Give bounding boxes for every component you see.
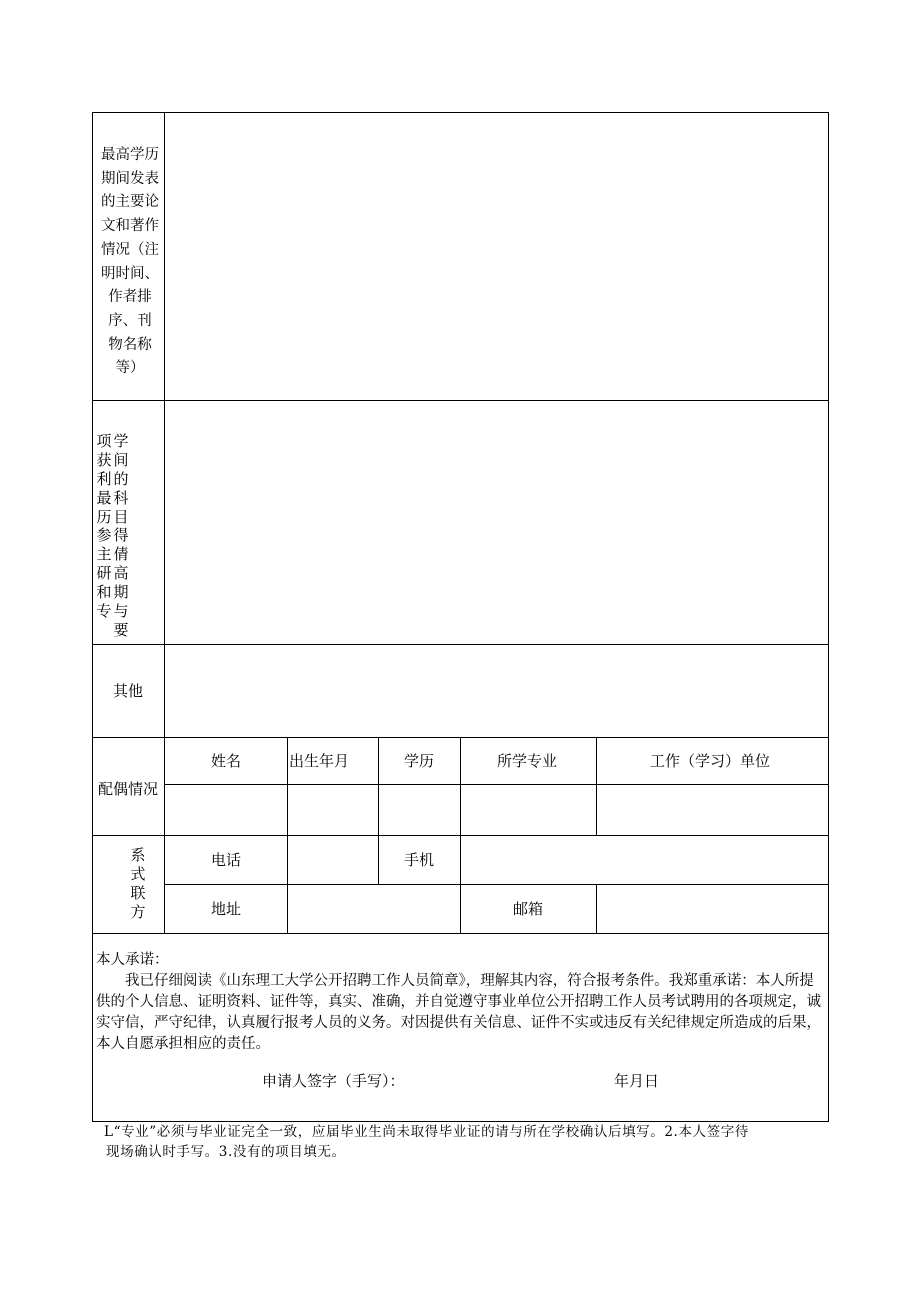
projects-label-char: 历 — [96, 507, 112, 526]
address-field[interactable] — [289, 886, 459, 932]
row-divider-projects — [92, 644, 828, 645]
contact-col-divider-1 — [287, 835, 288, 933]
contact-label-char: 式 — [130, 865, 146, 883]
footnote-line-1: L“专业”必须与毕业证完全一致，应届毕业生尚未取得毕业证的请与所在学校确认后填写。2.本人签字待 — [104, 1124, 749, 1140]
contact-label-char: 联 — [130, 884, 146, 902]
papers-label-line: 明时间、 — [101, 265, 159, 282]
spouse-section-label: 配偶情况 — [98, 780, 159, 798]
pledge-section — [96, 950, 826, 1055]
projects-label-char: 获 — [96, 450, 112, 469]
spouse-major-field[interactable] — [462, 786, 595, 834]
projects-label-char: 主 — [96, 545, 112, 564]
spouse-education-field[interactable] — [380, 786, 459, 834]
papers-label-line: 期间发表 — [101, 170, 159, 187]
email-field[interactable] — [598, 886, 826, 932]
spouse-col-divider-1 — [287, 737, 288, 835]
papers-content-field[interactable] — [166, 114, 826, 398]
footnote-line-2: 现场确认时手写。3.没有的项目填无。 — [106, 1144, 346, 1160]
spouse-col-divider-2 — [378, 737, 379, 835]
contact-col-divider-3 — [460, 835, 461, 933]
projects-label-char: 与 — [113, 602, 129, 621]
spouse-header-divider — [164, 784, 828, 785]
pledge-title: 本人承诺： — [96, 952, 169, 968]
phone-field[interactable] — [289, 837, 377, 883]
projects-section-label — [96, 432, 129, 640]
projects-label-char: 专 — [96, 602, 112, 621]
spouse-header-major: 所学专业 — [497, 752, 558, 770]
projects-label-char: 目 — [113, 507, 129, 526]
signature-label: 申请人签字（手写）： — [262, 1072, 405, 1090]
projects-label-char: 参 — [96, 526, 112, 545]
contact-col-divider-2 — [378, 835, 379, 884]
row-divider-papers — [92, 400, 828, 401]
projects-label-char: 倩 — [113, 545, 129, 564]
projects-label-char: 学 — [113, 432, 129, 450]
papers-label-line: 物名称 — [108, 336, 152, 353]
contact-label-char: 系 — [130, 846, 146, 864]
spouse-workplace-field[interactable] — [598, 786, 826, 834]
projects-label-char: 高 — [113, 564, 129, 583]
spouse-header-education: 学历 — [404, 752, 435, 770]
papers-label-line: 等） — [115, 360, 145, 377]
projects-label-col-2 — [113, 432, 129, 640]
spouse-col-divider-3 — [460, 737, 461, 835]
papers-label-line: 的主要论 — [101, 194, 159, 211]
papers-label-line: 最高学历 — [101, 147, 159, 163]
spouse-birth-field[interactable] — [289, 786, 377, 834]
spouse-header-workplace: 工作（学习）单位 — [650, 752, 771, 770]
projects-label-char: 得 — [113, 526, 129, 545]
projects-label-char: 利 — [96, 469, 112, 488]
projects-label-char: 项 — [96, 432, 112, 450]
papers-label-line: 文和著作 — [101, 218, 159, 235]
papers-label-line: 情况（注 — [101, 241, 159, 258]
spouse-header-name: 姓名 — [211, 752, 242, 770]
projects-label-char: 要 — [113, 620, 129, 639]
projects-label-char: 期 — [113, 583, 129, 602]
address-label: 地址 — [211, 900, 242, 918]
mobile-field[interactable] — [462, 837, 826, 883]
pledge-body: 我已仔细阅读《山东理工大学公开招聘工作人员简章》，理解其内容，符合报考条件。我郑重承诺：本人所提供的个人信息、证明资料、证件等，真实、准确，并自觉遵守事业单位公开招聘工作人员考试聘用的各项规定，诚实守信，严守纪律，认真履行报考人员的义务。对因提供有关信息、证件不实或违反有关纪律规定所造成的后果，本人自愿承担相应的责任。 — [96, 973, 821, 1052]
contact-col-divider-4 — [596, 884, 597, 933]
other-content-field[interactable] — [166, 646, 826, 735]
spouse-header-birth: 出生年月 — [289, 752, 350, 770]
spouse-name-field[interactable] — [166, 786, 286, 834]
contact-row-divider — [164, 884, 828, 885]
papers-label-line: 作者排 — [108, 289, 152, 306]
row-divider-contact — [92, 933, 828, 934]
projects-label-col-1 — [96, 432, 112, 640]
mobile-label: 手机 — [404, 851, 435, 869]
phone-label: 电话 — [211, 851, 242, 869]
projects-label-char: 的 — [113, 469, 129, 488]
projects-label-char: 科 — [113, 488, 129, 507]
contact-section-label — [128, 846, 148, 922]
date-label: 年月日 — [614, 1072, 660, 1090]
projects-label-char: 和 — [96, 583, 112, 602]
papers-label-line: 序、刊 — [108, 312, 152, 329]
projects-content-field[interactable] — [166, 402, 826, 642]
email-label: 邮箱 — [513, 900, 544, 918]
projects-label-char: 间 — [113, 450, 129, 469]
other-section-label: 其他 — [113, 682, 144, 700]
footnote — [104, 1122, 829, 1162]
papers-section-label — [95, 144, 165, 381]
contact-label-char: 方 — [130, 903, 146, 921]
projects-label-char: 研 — [96, 564, 112, 583]
spouse-col-divider-4 — [596, 737, 597, 835]
projects-label-char: 最 — [96, 488, 112, 507]
